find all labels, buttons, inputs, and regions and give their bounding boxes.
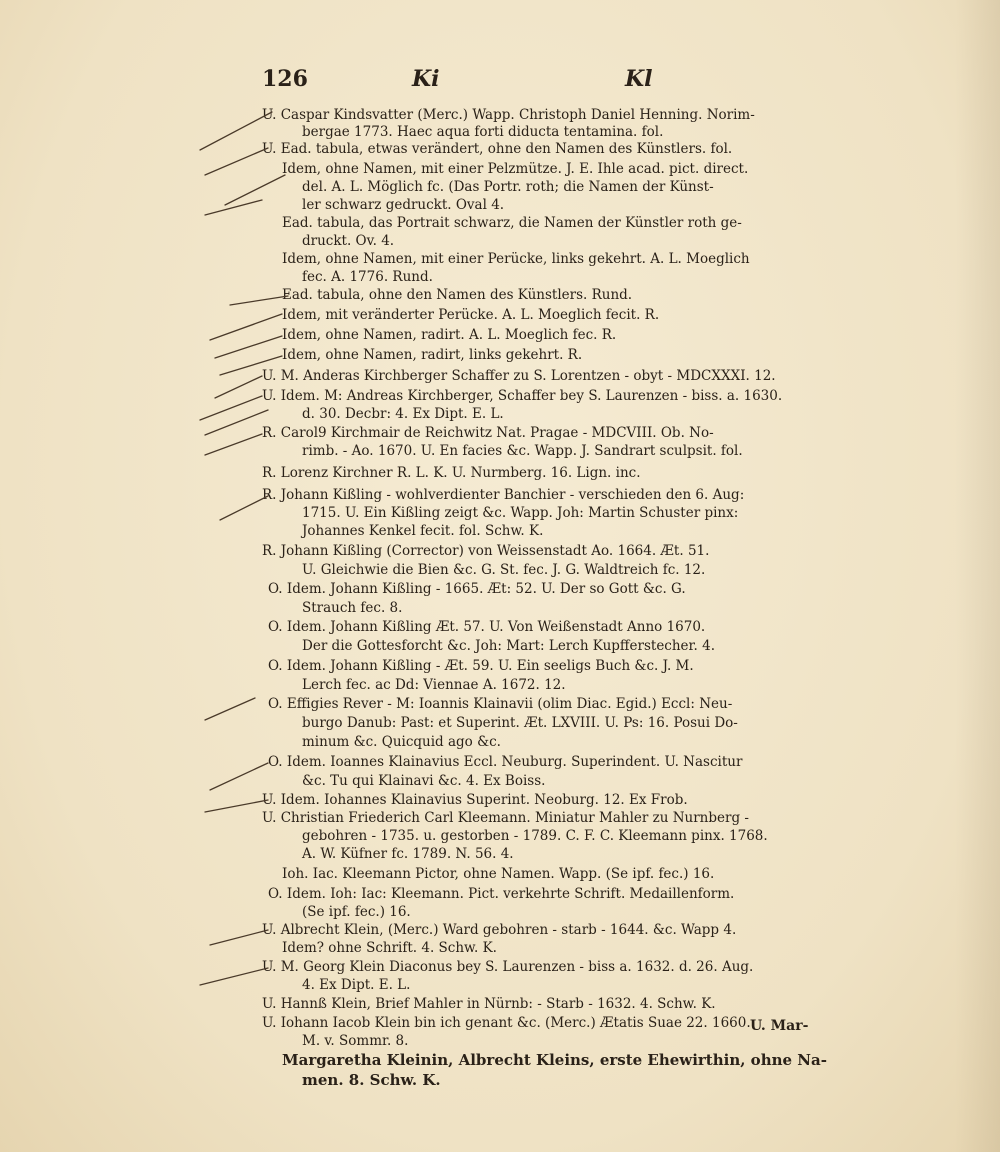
entry-line: O. Idem. Ioannes Klainavius Eccl. Neuburg. Superindent. U. Nascitur — [268, 754, 743, 770]
entry-line: d. 30. Decbr: 4. Ex Dipt. E. L. — [302, 406, 504, 422]
entry-line: U. Caspar Kindsvatter (Merc.) Wapp. Christoph Daniel Henning. Norim- — [262, 107, 755, 123]
page-number: 126 — [262, 66, 308, 92]
entry-line: U. Iohann Iacob Klein bin ich genant &c. (Merc.) Ætatis Suae 22. 1660. — [262, 1015, 751, 1031]
pencil-mark — [230, 296, 288, 305]
entry-line: U. Christian Friederich Carl Kleemann. Miniatur Mahler zu Nurnberg - — [262, 810, 749, 826]
entry-line: Ead. tabula, das Portrait schwarz, die Namen der Künstler roth ge- — [282, 215, 742, 231]
pencil-mark — [215, 376, 262, 398]
entry-line: druckt. Ov. 4. — [302, 233, 395, 249]
entry-line: rimb. - Ao. 1670. U. En facies &c. Wapp. J. Sandrart sculpsit. fol. — [302, 443, 743, 459]
entry-line: Ioh. Iac. Kleemann Pictor, ohne Namen. Wapp. (Se ipf. fec.) 16. — [282, 866, 715, 882]
entry-line: R. Johann Kißling (Corrector) von Weissenstadt Ao. 1664. Æt. 51. — [262, 543, 710, 559]
entry-line: Johannes Kenkel fecit. fol. Schw. K. — [302, 523, 544, 539]
pencil-mark — [200, 112, 272, 150]
entry-line: Idem, ohne Namen, radirt. A. L. Moeglich fec. R. — [282, 327, 617, 343]
entry-line: U. Gleichwie die Bien &c. G. St. fec. J. G. Waldtreich fc. 12. — [302, 562, 706, 578]
entry-line: men. 8. Schw. K. — [302, 1071, 441, 1089]
pencil-mark — [205, 800, 268, 812]
entry-line: fec. A. 1776. Rund. — [302, 269, 433, 285]
entry-line: O. Idem. Ioh: Iac: Kleemann. Pict. verkehrte Schrift. Medaillenform. — [268, 886, 735, 902]
entry-line: O. Idem. Johann Kißling - 1665. Æt: 52. U. Der so Gott &c. G. — [268, 581, 686, 597]
pencil-mark — [210, 763, 268, 790]
entry-line: 1715. U. Ein Kißling zeigt &c. Wapp. Joh: Martin Schuster pinx: — [302, 505, 739, 521]
pencil-mark — [225, 175, 285, 205]
entry-line: gebohren - 1735. u. gestorben - 1789. C. F. C. Kleemann pinx. 1768. — [302, 828, 768, 844]
entry-line: bergae 1773. Haec aqua forti diducta tentamina. fol. — [302, 124, 664, 140]
entry-line: Idem? ohne Schrift. 4. Schw. K. — [282, 940, 497, 956]
entry-line: O. Idem. Johann Kißling - Æt. 59. U. Ein seeligs Buch &c. J. M. — [268, 658, 694, 674]
entry-line: U. Idem. M: Andreas Kirchberger, Schaffer bey S. Laurenzen - biss. a. 1630. — [262, 388, 783, 404]
entry-line: R. Johann Kißling - wohlverdienter Banchier - verschieden den 6. Aug: — [262, 487, 745, 503]
entry-line: &c. Tu qui Klainavi &c. 4. Ex Boiss. — [302, 773, 546, 789]
entry-line: Ead. tabula, ohne den Namen des Künstlers. Rund. — [282, 287, 633, 303]
right-running-head: Kl — [625, 66, 653, 92]
entry-line: U. M. Georg Klein Diaconus bey S. Laurenzen - biss a. 1632. d. 26. Aug. — [262, 959, 754, 975]
pencil-mark — [210, 930, 268, 945]
entry-line: ler schwarz gedruckt. Oval 4. — [302, 197, 505, 213]
pencil-mark — [205, 148, 268, 175]
entry-line: Lerch fec. ac Dd: Viennae A. 1672. 12. — [302, 677, 566, 693]
entry-line: Margaretha Kleinin, Albrecht Kleins, erste Ehewirthin, ohne Na- — [282, 1051, 827, 1069]
entry-line: burgo Danub: Past: et Superint. Æt. LXVIII. U. Ps: 16. Posui Do- — [302, 715, 738, 731]
entry-line: R. Lorenz Kirchner R. L. K. U. Nurmberg. 16. Lign. inc. — [262, 465, 641, 481]
entry-line: U. Ead. tabula, etwas verändert, ohne den Namen des Künstlers. fol. — [262, 141, 733, 157]
pencil-mark — [210, 314, 282, 340]
entry-line: U. Idem. Iohannes Klainavius Superint. Neoburg. 12. Ex Frob. — [262, 792, 688, 808]
pencil-mark — [200, 968, 268, 985]
entry-line: U. M. Anderas Kirchberger Schaffer zu S. Lorentzen - obyt - MDCXXXI. 12. — [262, 368, 776, 384]
entry-line: O. Idem. Johann Kißling Æt. 57. U. Von Weißenstadt Anno 1670. — [268, 619, 706, 635]
pencil-mark — [220, 496, 268, 520]
catchword: U. Mar- — [750, 1018, 809, 1034]
entry-line: 4. Ex Dipt. E. L. — [302, 977, 411, 993]
entry-line: Idem, ohne Namen, radirt, links gekehrt. R. — [282, 347, 583, 363]
pencil-mark — [205, 698, 255, 720]
entry-line: O. Effigies Rever - M: Ioannis Klainavii (olim Diac. Egid.) Eccl: Neu- — [268, 696, 733, 712]
entry-line: U. Albrecht Klein, (Merc.) Ward gebohren - starb - 1644. &c. Wapp 4. — [262, 922, 737, 938]
entry-line: (Se ipf. fec.) 16. — [302, 904, 411, 920]
entry-line: M. v. Sommr. 8. — [302, 1033, 409, 1049]
entry-line: del. A. L. Möglich fc. (Das Portr. roth; die Namen der Künst- — [302, 179, 714, 195]
entry-line: Idem, mit veränderter Perücke. A. L. Moeglich fecit. R. — [282, 307, 660, 323]
pencil-mark — [205, 434, 262, 455]
left-running-head: Ki — [412, 66, 440, 92]
entry-line: Idem, ohne Namen, mit einer Perücke, links gekehrt. A. L. Moeglich — [282, 251, 750, 267]
entry-line: Idem, ohne Namen, mit einer Pelzmütze. J. E. Ihle acad. pict. direct. — [282, 161, 749, 177]
entry-line: A. W. Küfner fc. 1789. N. 56. 4. — [302, 846, 514, 862]
entry-line: U. Hannß Klein, Brief Mahler in Nürnb: - Starb - 1632. 4. Schw. K. — [262, 996, 716, 1012]
entry-line: minum &c. Quicquid ago &c. — [302, 734, 501, 750]
pencil-mark — [205, 200, 262, 215]
entry-line: Strauch fec. 8. — [302, 600, 403, 616]
pencil-mark — [220, 356, 282, 375]
entry-line: R. Carol9 Kirchmair de Reichwitz Nat. Pragae - MDCVIII. Ob. No- — [262, 425, 714, 441]
entry-line: Der die Gottesforcht &c. Joh: Mart: Lerch Kupfferstecher. 4. — [302, 638, 715, 654]
pencil-mark — [215, 336, 282, 358]
